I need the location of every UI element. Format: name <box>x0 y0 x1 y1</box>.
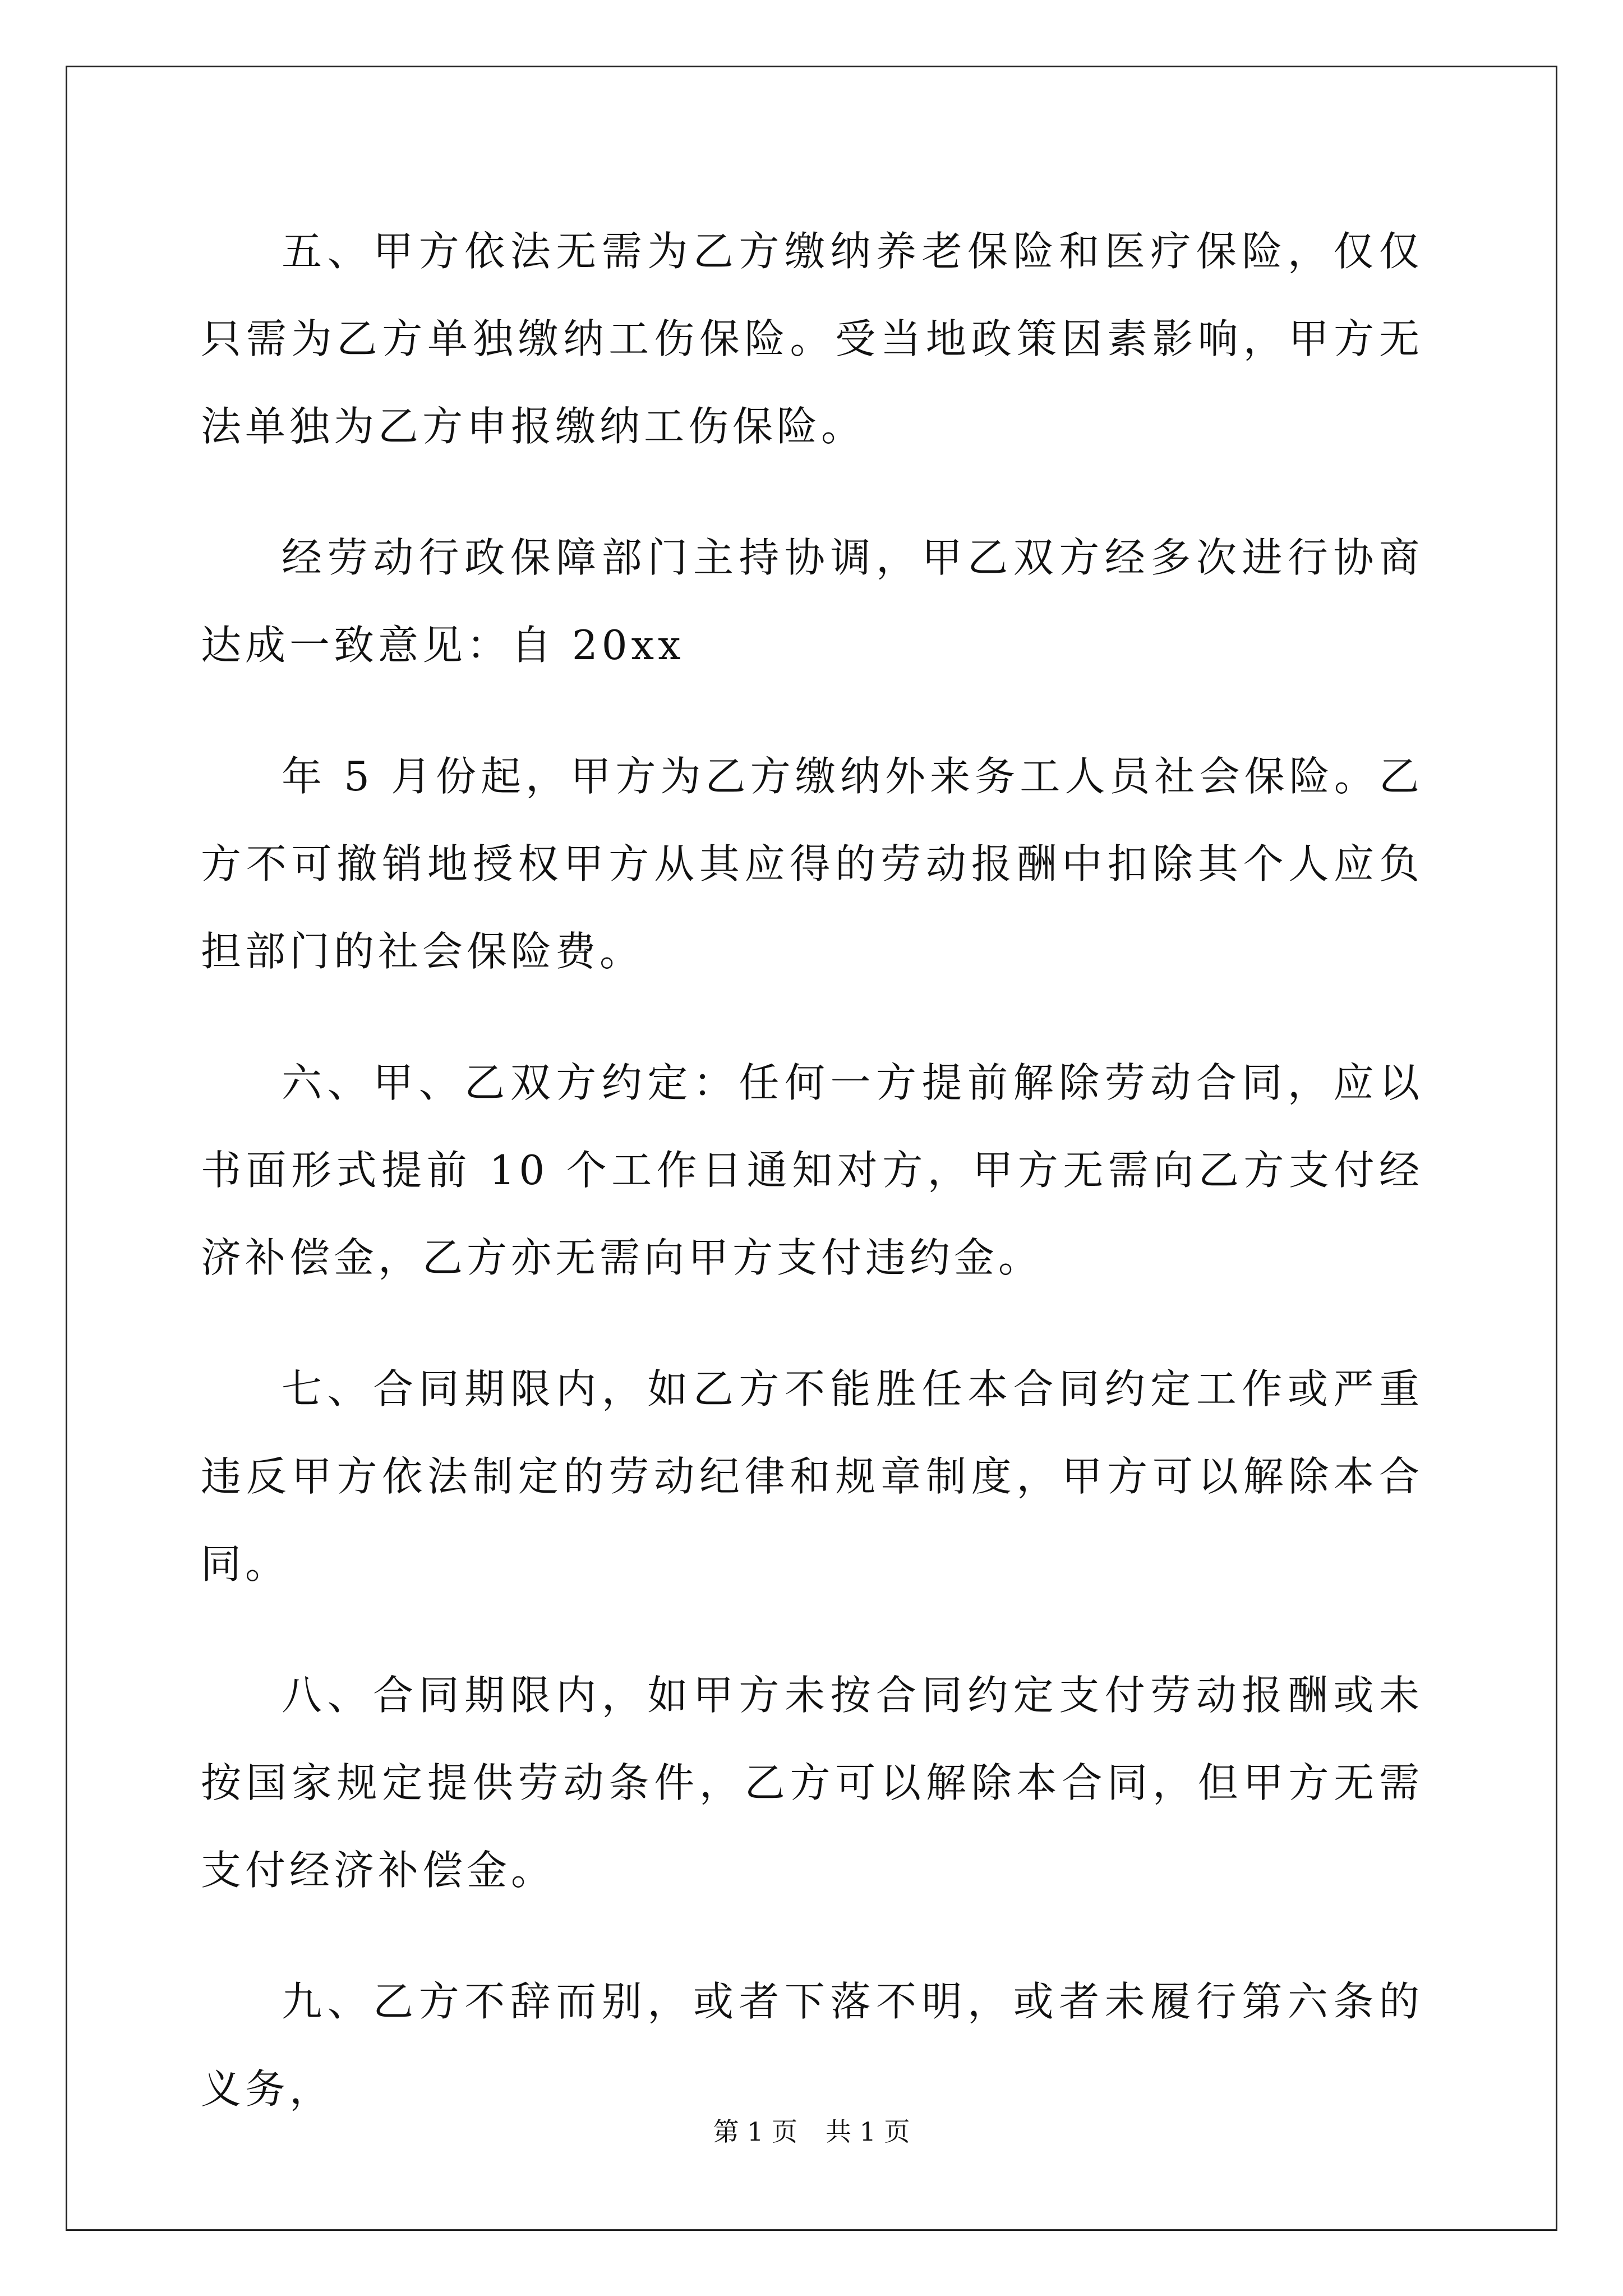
page-number: 第 1 页 <box>713 2116 797 2147</box>
paragraph-8: 八、合同期限内，如甲方未按合同约定支付劳动报酬或未按国家规定提供劳动条件，乙方可以解除本合同，但甲方无需支付经济补偿金。 <box>201 1672 1423 1894</box>
paragraph-social-insurance: 年 5 月份起，甲方为乙方缴纳外来务工人员社会保险。乙方不可撤销地授权甲方从其应得的劳动报酬中扣除其个人应负担部门的社会保险费。 <box>201 753 1423 975</box>
paragraph-9: 九、乙方不辞而别，或者下落不明，或者未履行第六条的义务， <box>201 1978 1423 2113</box>
page-footer <box>0 2115 1623 2148</box>
paragraph-6: 六、甲、乙双方约定：任何一方提前解除劳动合同，应以书面形式提前 10 个工作日通知对方，甲方无需向乙方支付经济补偿金，乙方亦无需向甲方支付违约金。 <box>201 1059 1423 1281</box>
paragraph-7: 七、合同期限内，如乙方不能胜任本合同约定工作或严重违反甲方依法制定的劳动纪律和规章制度，甲方可以解除本合同。 <box>201 1365 1423 1588</box>
document-body <box>201 208 1423 2177</box>
paragraph-mediation: 经劳动行政保障部门主持协调，甲乙双方经多次进行协商达成一致意见：自 20xx <box>201 534 1423 669</box>
paragraph-5: 五、甲方依法无需为乙方缴纳养老保险和医疗保险，仅仅只需为乙方单独缴纳工伤保险。受当地政策因素影响，甲方无法单独为乙方申报缴纳工伤保险。 <box>201 228 1423 450</box>
page-total: 共 1 页 <box>826 2116 910 2147</box>
